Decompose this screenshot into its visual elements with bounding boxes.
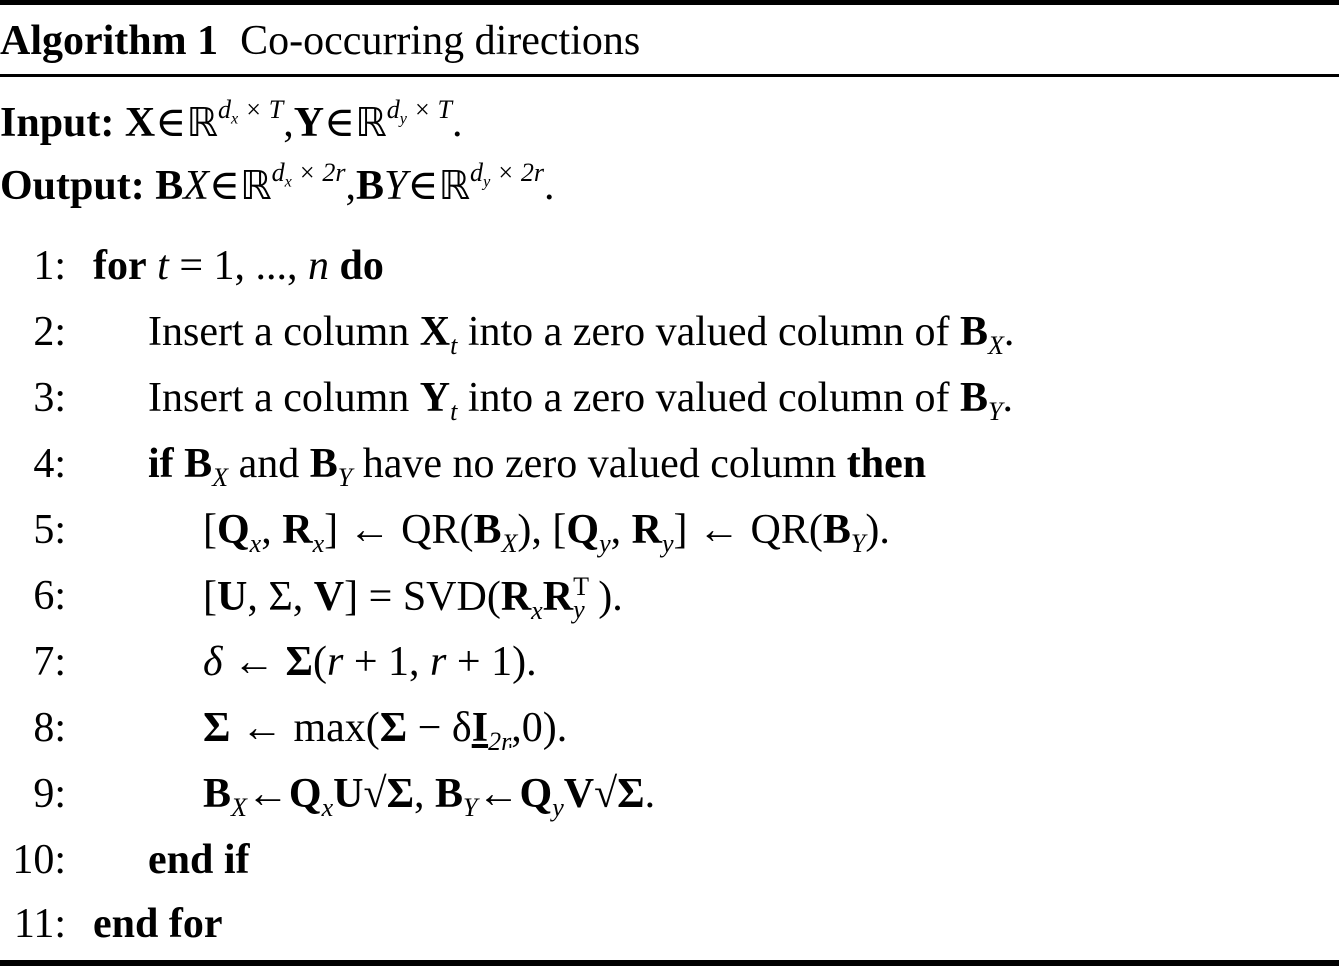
text: + 1). bbox=[446, 639, 537, 685]
math-r: r bbox=[430, 639, 447, 685]
math-arrow: ← bbox=[233, 639, 276, 685]
line-number: 6: bbox=[33, 573, 66, 619]
line-number: 1: bbox=[33, 243, 66, 289]
algorithm-label: Algorithm 1 bbox=[0, 18, 219, 64]
line-number: 8: bbox=[33, 705, 66, 751]
math-B: B bbox=[355, 163, 384, 209]
kw-do: do bbox=[339, 243, 384, 289]
text: ] bbox=[673, 507, 699, 553]
math-R: R bbox=[282, 507, 313, 553]
math-B: B bbox=[473, 507, 502, 553]
text: [ bbox=[203, 507, 217, 553]
math-in: ∈ bbox=[155, 100, 187, 146]
header-rule bbox=[0, 74, 1339, 77]
input-label: Input: bbox=[0, 100, 115, 146]
algo-line-9 bbox=[0, 766, 1339, 822]
math-B: B bbox=[309, 441, 338, 487]
math-X: X bbox=[124, 100, 156, 146]
math-Y: Y bbox=[337, 463, 353, 493]
line-number: 9: bbox=[33, 771, 66, 817]
kw-end-for: end for bbox=[93, 901, 223, 947]
math-in: ∈ bbox=[324, 100, 356, 146]
kw-then: then bbox=[846, 441, 927, 487]
text: , bbox=[610, 507, 632, 553]
line-number: 3: bbox=[33, 375, 66, 421]
math-Y: Y bbox=[384, 163, 408, 209]
math-times-T: × T bbox=[406, 94, 452, 124]
math-arrow: ← bbox=[698, 507, 741, 553]
math-Q: Q bbox=[288, 771, 322, 817]
math-B: B bbox=[435, 771, 464, 817]
math-t: t bbox=[450, 331, 458, 361]
text: , bbox=[261, 507, 283, 553]
algo-line-4 bbox=[0, 436, 1339, 492]
math-times-T: × T bbox=[238, 94, 284, 124]
math-x: x bbox=[312, 529, 325, 559]
line-number: 7: bbox=[33, 639, 66, 685]
line-code bbox=[203, 766, 655, 822]
text: ] = SVD( bbox=[344, 574, 501, 620]
math-x: x bbox=[531, 596, 543, 626]
math-Q: Q bbox=[519, 771, 553, 817]
math-Y: Y bbox=[419, 375, 451, 421]
line-code bbox=[93, 896, 223, 952]
text: into a zero valued column of bbox=[457, 309, 960, 355]
text: , bbox=[414, 771, 436, 817]
math-B: B bbox=[822, 507, 851, 553]
math-reals: ℝ bbox=[239, 163, 272, 209]
text: ,0). bbox=[511, 705, 568, 751]
text: − bbox=[407, 705, 452, 751]
math-y: y bbox=[399, 110, 407, 128]
output-line: Output: BX∈ℝ$^{d_x \times 2r}$,BY∈ℝ$^{d_y \times 2r}$. bbox=[0, 157, 555, 209]
text: into a zero valued column of bbox=[457, 375, 960, 421]
sup-sub bbox=[573, 568, 598, 625]
algorithm-header bbox=[0, 14, 640, 68]
algo-line-3 bbox=[0, 370, 1339, 426]
dim-y2r bbox=[470, 157, 544, 191]
dim-x bbox=[217, 94, 284, 128]
math-V: V bbox=[563, 771, 595, 817]
math-n: n bbox=[308, 243, 329, 289]
math-reals: ℝ bbox=[355, 100, 387, 146]
math-t: t bbox=[450, 397, 458, 427]
line-code bbox=[148, 832, 250, 888]
line-code bbox=[203, 700, 567, 756]
math-B: B bbox=[960, 309, 989, 355]
math-Sigma: Σ bbox=[203, 705, 231, 751]
text: max( bbox=[282, 705, 380, 751]
algo-line-1 bbox=[0, 238, 1339, 294]
text: ] bbox=[324, 507, 349, 553]
math-in: ∈ bbox=[407, 163, 439, 209]
math-X: X bbox=[501, 529, 518, 559]
line-number: 11: bbox=[13, 901, 66, 947]
output-label: Output: bbox=[0, 163, 145, 209]
algo-line-2 bbox=[0, 304, 1339, 360]
text: QR( bbox=[740, 507, 823, 553]
math-B: B bbox=[184, 441, 213, 487]
math-d: d bbox=[386, 94, 400, 124]
dim-y bbox=[386, 94, 452, 128]
math-Y: Y bbox=[463, 793, 478, 823]
math-y: y bbox=[552, 793, 564, 823]
line-code bbox=[148, 370, 1013, 426]
math-X: X bbox=[231, 793, 247, 823]
math-sqrt: √ bbox=[594, 771, 618, 817]
math-d: d bbox=[217, 94, 231, 124]
text: ). bbox=[598, 574, 623, 620]
line-code: [U, Σ, $V] = SVD(R_xR$ T y ). bbox=[203, 568, 623, 625]
math-t: t bbox=[157, 243, 169, 289]
math-x: x bbox=[321, 793, 334, 823]
text: ), [ bbox=[517, 507, 567, 553]
math-Sigma: Σ bbox=[379, 705, 408, 751]
math-Y: Y bbox=[293, 100, 325, 146]
kw-for: for bbox=[93, 243, 147, 289]
math-Sigma: Σ bbox=[268, 574, 293, 620]
line-code bbox=[203, 502, 890, 558]
text: QR( bbox=[390, 507, 474, 553]
line-code bbox=[148, 436, 926, 492]
text: and bbox=[228, 441, 310, 487]
math-arrow: ← bbox=[240, 705, 283, 751]
math-reals: ℝ bbox=[438, 163, 471, 209]
math-R: R bbox=[631, 507, 662, 553]
text: . bbox=[1003, 309, 1015, 355]
top-rule bbox=[0, 0, 1339, 5]
algo-line-5 bbox=[0, 502, 1339, 558]
line-code bbox=[93, 238, 384, 294]
line-code bbox=[203, 634, 537, 690]
math-x: x bbox=[249, 529, 262, 559]
algo-line-8 bbox=[0, 700, 1339, 756]
text: ). bbox=[865, 507, 890, 553]
math-delta: δ bbox=[451, 705, 472, 751]
algo-line-7 bbox=[0, 634, 1339, 690]
text: + 1, bbox=[343, 639, 431, 685]
math-y: y bbox=[661, 529, 674, 559]
math-Y: Y bbox=[988, 397, 1003, 427]
line-code bbox=[148, 304, 1014, 360]
math-V: V bbox=[313, 574, 345, 620]
math-reals: ℝ bbox=[186, 100, 218, 146]
math-Sigma: Σ bbox=[285, 639, 313, 685]
text: [ bbox=[203, 574, 217, 620]
math-x: x bbox=[284, 173, 292, 191]
bottom-rule bbox=[0, 960, 1339, 966]
text: . bbox=[1002, 375, 1013, 421]
math-T: T bbox=[573, 571, 589, 601]
math-R: R bbox=[542, 574, 574, 620]
math-Y: Y bbox=[850, 529, 866, 559]
math-r: r bbox=[327, 639, 344, 685]
math-X: X bbox=[183, 163, 209, 209]
algorithm-title: Co-occurring directions bbox=[240, 18, 641, 64]
math-arrow: ← bbox=[477, 771, 520, 817]
math-U: U bbox=[333, 771, 364, 817]
math-arrow: ← bbox=[246, 771, 289, 817]
line-number: 2: bbox=[33, 309, 66, 355]
math-arrow: ← bbox=[348, 507, 391, 553]
identity-term bbox=[471, 705, 512, 757]
math-X: X bbox=[988, 331, 1004, 361]
math-B: B bbox=[960, 375, 989, 421]
algo-line-11 bbox=[0, 896, 1339, 952]
math-U: U bbox=[217, 574, 248, 620]
line-number: 10: bbox=[12, 837, 66, 883]
math-x: x bbox=[230, 110, 239, 128]
math-Q: Q bbox=[566, 507, 600, 553]
math-B: B bbox=[203, 771, 232, 817]
input-line: Input: X∈ℝ$^{d_x \times T}$,Y∈ℝ$^{d_y \times T}$. bbox=[0, 94, 463, 146]
math-y: y bbox=[483, 173, 491, 191]
math-Sigma: Σ bbox=[386, 771, 415, 817]
math-sqrt: √ bbox=[363, 771, 387, 817]
line-number: 4: bbox=[33, 441, 66, 487]
math-times-2r: × 2r bbox=[490, 157, 544, 187]
algo-line-10 bbox=[0, 832, 1339, 888]
dim-x2r bbox=[271, 157, 346, 191]
math-d: d bbox=[271, 157, 285, 187]
math-times-2r: × 2r bbox=[291, 157, 346, 187]
kw-if: if bbox=[148, 441, 174, 487]
algo-line-6 bbox=[0, 568, 1339, 624]
math-2r: 2r bbox=[488, 727, 512, 757]
math-X: X bbox=[419, 309, 451, 355]
math-y: y bbox=[599, 529, 611, 559]
line-number: 5: bbox=[33, 507, 66, 553]
text: have no zero valued column bbox=[352, 441, 847, 487]
math-d: d bbox=[470, 157, 484, 187]
math-Q: Q bbox=[217, 507, 250, 553]
math-Sigma: Σ bbox=[617, 771, 645, 817]
text: Insert a column bbox=[148, 375, 420, 421]
math-X: X bbox=[212, 463, 229, 493]
math-B: B bbox=[155, 163, 184, 209]
math-y: y bbox=[573, 595, 585, 625]
kw-end-if: end if bbox=[148, 837, 250, 883]
text: ( bbox=[313, 639, 327, 685]
text: . bbox=[644, 771, 656, 817]
t-range: = 1, ..., bbox=[168, 243, 308, 289]
math-I: I bbox=[471, 705, 489, 751]
math-in: ∈ bbox=[208, 163, 240, 209]
text: Insert a column bbox=[148, 309, 420, 355]
math-delta: δ bbox=[203, 639, 223, 685]
math-R: R bbox=[500, 574, 532, 620]
